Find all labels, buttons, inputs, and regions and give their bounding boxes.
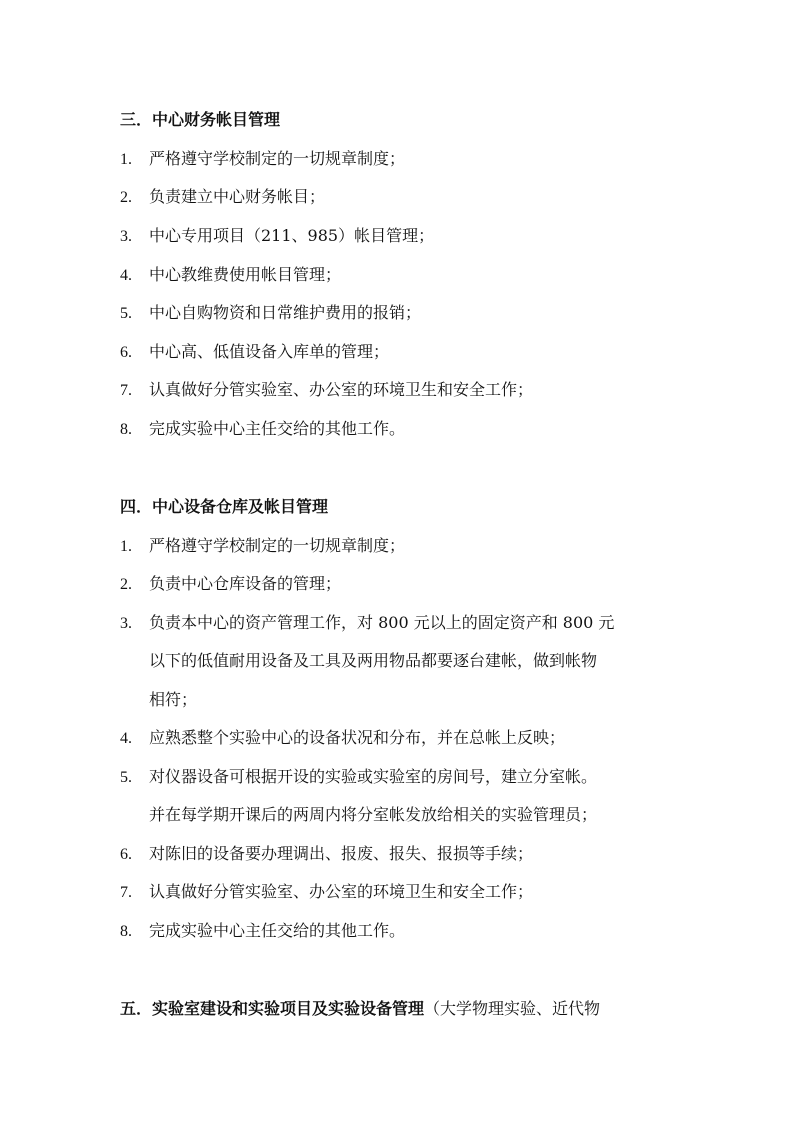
item-number: 5. — [120, 769, 132, 786]
item-number: 8. — [120, 421, 132, 438]
item-text: 负责本中心的资产管理工作，对 800 元以上的固定资产和 800 元 — [149, 613, 615, 632]
section-4-item-3 — [120, 612, 680, 635]
item-number: 4. — [120, 730, 132, 747]
item-number: 3. — [120, 615, 132, 632]
section-3-heading: 三．中心财务帐目管理 — [120, 110, 281, 129]
item-number: 1. — [120, 538, 132, 555]
item-text: 认真做好分管实验室、办公室的环境卫生和安全工作； — [149, 882, 534, 901]
section-4-item-3-continuation-1: 以下的低值耐用设备及工具及两用物品都要逐台建帐，做到帐物 — [149, 651, 598, 670]
item-text: 完成实验中心主任交给的其他工作。 — [149, 921, 406, 940]
item-number: 5. — [120, 305, 132, 322]
item-text: 认真做好分管实验室、办公室的环境卫生和安全工作； — [149, 380, 534, 399]
section-4-heading: 四．中心设备仓库及帐目管理 — [120, 497, 329, 516]
item-text: 中心自购物资和日常维护费用的报销； — [149, 303, 422, 322]
section-3-item-5 — [120, 302, 680, 325]
section-4-item-3-continuation-2: 相符； — [149, 690, 198, 709]
section-5-heading — [120, 998, 600, 1020]
section-4-item-1 — [120, 535, 680, 558]
item-text: 严格遵守学校制定的一切规章制度； — [149, 536, 406, 555]
item-number: 8. — [120, 923, 132, 940]
section-3-item-2 — [120, 186, 680, 209]
section-4-item-8 — [120, 920, 680, 943]
section-4-item-5-continuation-1: 并在每学期开课后的两周内将分室帐发放给相关的实验管理员； — [149, 805, 598, 824]
item-text: 中心高、低值设备入库单的管理； — [149, 342, 390, 361]
item-number: 3. — [120, 228, 132, 245]
item-number: 2. — [120, 189, 132, 206]
section-4-item-2 — [120, 573, 680, 596]
section-4-item-5 — [120, 766, 680, 789]
item-number: 1. — [120, 151, 132, 168]
item-number: 4. — [120, 267, 132, 284]
item-text: 中心教维费使用帐目管理； — [149, 265, 342, 284]
section-3-item-6 — [120, 341, 680, 364]
section-4-item-4 — [120, 727, 680, 750]
item-number: 7. — [120, 382, 132, 399]
item-text: 中心专用项目（211、985）帐目管理； — [149, 226, 435, 245]
item-text: 应熟悉整个实验中心的设备状况和分布，并在总帐上反映； — [149, 728, 566, 747]
item-text: 负责中心仓库设备的管理； — [149, 574, 342, 593]
section-3-item-4 — [120, 264, 680, 287]
item-text: 负责建立中心财务帐目； — [149, 187, 326, 206]
item-number: 6. — [120, 846, 132, 863]
section-4-item-6 — [120, 843, 680, 866]
section-5-heading-rest: （大学物理实验、近代物 — [424, 999, 601, 1018]
item-text: 对陈旧的设备要办理调出、报废、报失、报损等手续； — [149, 844, 534, 863]
section-5-heading-bold: 五．实验室建设和实验项目及实验设备管理 — [120, 999, 425, 1018]
item-number: 7. — [120, 884, 132, 901]
section-4-item-7 — [120, 881, 680, 904]
section-3-item-8 — [120, 418, 680, 441]
item-text: 严格遵守学校制定的一切规章制度； — [149, 149, 406, 168]
item-text: 完成实验中心主任交给的其他工作。 — [149, 419, 406, 438]
section-3-item-1 — [120, 148, 680, 171]
item-number: 2. — [120, 576, 132, 593]
item-number: 6. — [120, 344, 132, 361]
section-3-item-7 — [120, 379, 680, 402]
item-text: 对仪器设备可根据开设的实验或实验室的房间号，建立分室帐。 — [149, 767, 598, 786]
section-3-item-3 — [120, 225, 680, 248]
